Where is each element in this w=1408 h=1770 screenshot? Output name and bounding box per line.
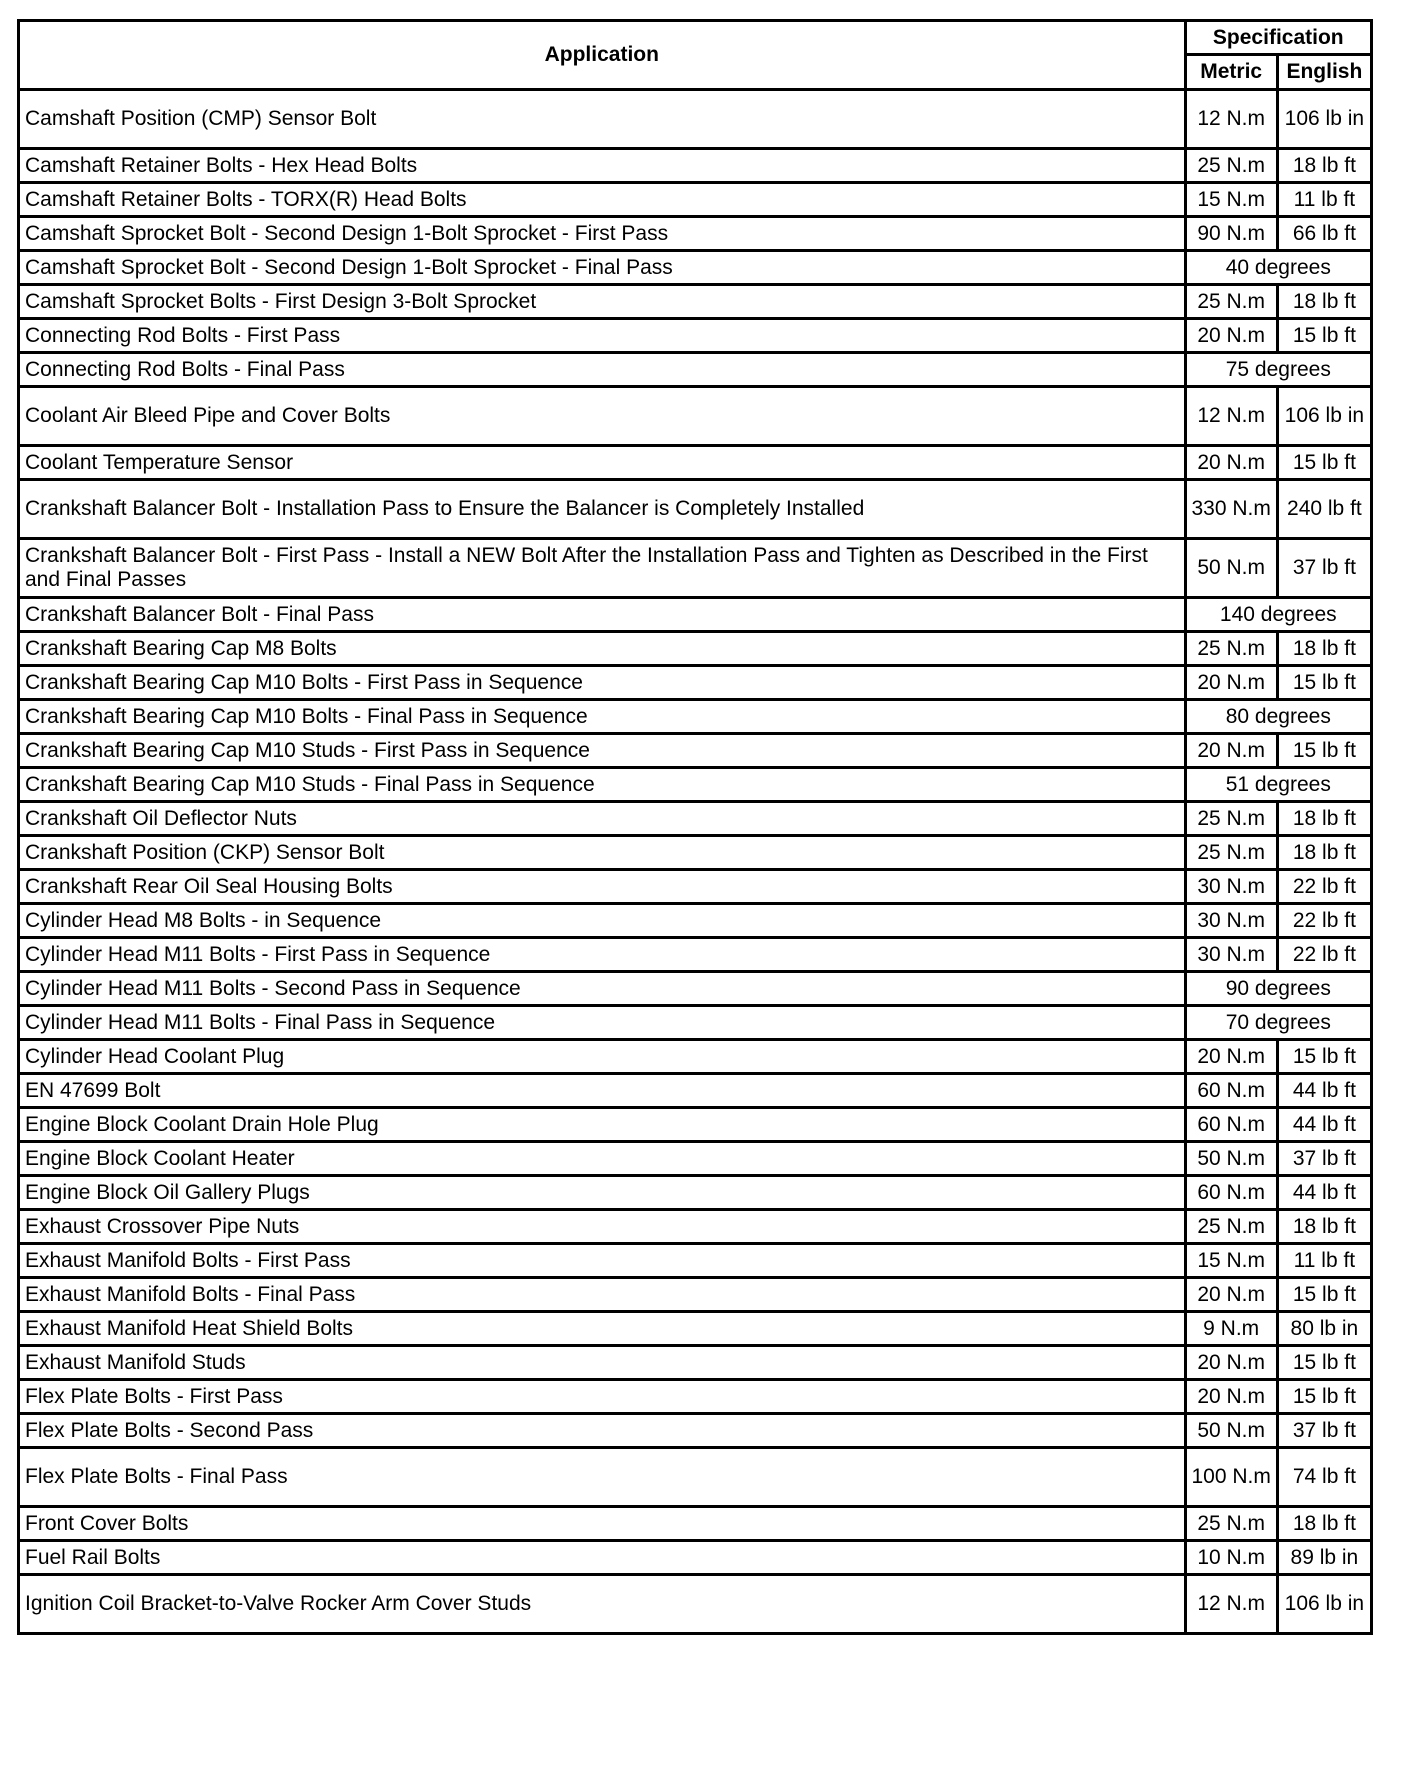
metric-cell: 25 N.m bbox=[1185, 1210, 1277, 1244]
application-cell: Camshaft Sprocket Bolts - First Design 3-Bolt Sprocket bbox=[19, 285, 1186, 319]
english-cell: 18 lb ft bbox=[1277, 802, 1371, 836]
application-cell: Crankshaft Rear Oil Seal Housing Bolts bbox=[19, 870, 1186, 904]
metric-cell: 9 N.m bbox=[1185, 1312, 1277, 1346]
application-cell: Flex Plate Bolts - Second Pass bbox=[19, 1414, 1186, 1448]
metric-cell: 10 N.m bbox=[1185, 1541, 1277, 1575]
table-row bbox=[19, 387, 1372, 446]
torque-spec-table bbox=[17, 19, 1373, 1635]
english-cell: 22 lb ft bbox=[1277, 904, 1371, 938]
metric-cell: 30 N.m bbox=[1185, 938, 1277, 972]
table-row bbox=[19, 1448, 1372, 1507]
english-cell: 18 lb ft bbox=[1277, 836, 1371, 870]
metric-cell: 20 N.m bbox=[1185, 734, 1277, 768]
table-row bbox=[19, 1074, 1372, 1108]
application-cell: Engine Block Coolant Heater bbox=[19, 1142, 1186, 1176]
metric-cell: 60 N.m bbox=[1185, 1074, 1277, 1108]
application-cell: Connecting Rod Bolts - Final Pass bbox=[19, 353, 1186, 387]
metric-cell: 25 N.m bbox=[1185, 285, 1277, 319]
table-row bbox=[19, 149, 1372, 183]
english-cell: 37 lb ft bbox=[1277, 1142, 1371, 1176]
application-cell: Engine Block Coolant Drain Hole Plug bbox=[19, 1108, 1186, 1142]
english-cell: 44 lb ft bbox=[1277, 1176, 1371, 1210]
table-row bbox=[19, 972, 1372, 1006]
english-cell: 37 lb ft bbox=[1277, 539, 1371, 598]
table-row bbox=[19, 1210, 1372, 1244]
angle-spec-cell: 51 degrees bbox=[1185, 768, 1371, 802]
metric-cell: 15 N.m bbox=[1185, 183, 1277, 217]
metric-cell: 50 N.m bbox=[1185, 1414, 1277, 1448]
english-cell: 89 lb in bbox=[1277, 1541, 1371, 1575]
application-cell: Front Cover Bolts bbox=[19, 1507, 1186, 1541]
table-row bbox=[19, 1507, 1372, 1541]
table-row bbox=[19, 598, 1372, 632]
application-cell: Cylinder Head M11 Bolts - Second Pass in Sequence bbox=[19, 972, 1186, 1006]
english-cell: 18 lb ft bbox=[1277, 149, 1371, 183]
table-row bbox=[19, 632, 1372, 666]
metric-cell: 25 N.m bbox=[1185, 149, 1277, 183]
application-cell: Coolant Temperature Sensor bbox=[19, 446, 1186, 480]
english-cell: 15 lb ft bbox=[1277, 666, 1371, 700]
metric-cell: 100 N.m bbox=[1185, 1448, 1277, 1507]
metric-cell: 12 N.m bbox=[1185, 1575, 1277, 1634]
table-row bbox=[19, 353, 1372, 387]
angle-spec-cell: 40 degrees bbox=[1185, 251, 1371, 285]
english-cell: 18 lb ft bbox=[1277, 1507, 1371, 1541]
application-cell: Crankshaft Bearing Cap M10 Studs - Final Pass in Sequence bbox=[19, 768, 1186, 802]
application-cell: Camshaft Sprocket Bolt - Second Design 1-Bolt Sprocket - First Pass bbox=[19, 217, 1186, 251]
application-cell: Crankshaft Bearing Cap M8 Bolts bbox=[19, 632, 1186, 666]
metric-cell: 25 N.m bbox=[1185, 1507, 1277, 1541]
application-cell: Connecting Rod Bolts - First Pass bbox=[19, 319, 1186, 353]
table-row bbox=[19, 836, 1372, 870]
english-cell: 106 lb in bbox=[1277, 1575, 1371, 1634]
table-row bbox=[19, 768, 1372, 802]
application-cell: Camshaft Position (CMP) Sensor Bolt bbox=[19, 90, 1186, 149]
table-row bbox=[19, 1380, 1372, 1414]
metric-cell: 330 N.m bbox=[1185, 480, 1277, 539]
table-row bbox=[19, 700, 1372, 734]
table-row bbox=[19, 183, 1372, 217]
angle-spec-cell: 75 degrees bbox=[1185, 353, 1371, 387]
table-row bbox=[19, 1312, 1372, 1346]
table-row bbox=[19, 734, 1372, 768]
english-cell: 18 lb ft bbox=[1277, 1210, 1371, 1244]
english-cell: 22 lb ft bbox=[1277, 938, 1371, 972]
table-row bbox=[19, 870, 1372, 904]
application-cell: Crankshaft Balancer Bolt - Final Pass bbox=[19, 598, 1186, 632]
table-row bbox=[19, 319, 1372, 353]
metric-cell: 12 N.m bbox=[1185, 90, 1277, 149]
application-cell: Fuel Rail Bolts bbox=[19, 1541, 1186, 1575]
application-cell: Camshaft Retainer Bolts - TORX(R) Head Bolts bbox=[19, 183, 1186, 217]
english-cell: 18 lb ft bbox=[1277, 632, 1371, 666]
english-cell: 11 lb ft bbox=[1277, 1244, 1371, 1278]
table-row bbox=[19, 802, 1372, 836]
application-cell: Flex Plate Bolts - First Pass bbox=[19, 1380, 1186, 1414]
application-cell: Camshaft Retainer Bolts - Hex Head Bolts bbox=[19, 149, 1186, 183]
angle-spec-cell: 90 degrees bbox=[1185, 972, 1371, 1006]
angle-spec-cell: 80 degrees bbox=[1185, 700, 1371, 734]
english-cell: 66 lb ft bbox=[1277, 217, 1371, 251]
angle-spec-cell: 70 degrees bbox=[1185, 1006, 1371, 1040]
application-cell: Crankshaft Bearing Cap M10 Bolts - First Pass in Sequence bbox=[19, 666, 1186, 700]
application-cell: Exhaust Manifold Bolts - First Pass bbox=[19, 1244, 1186, 1278]
header-metric: Metric bbox=[1185, 55, 1277, 90]
table-row bbox=[19, 666, 1372, 700]
application-cell: Cylinder Head M11 Bolts - Final Pass in Sequence bbox=[19, 1006, 1186, 1040]
application-cell: Cylinder Head M11 Bolts - First Pass in Sequence bbox=[19, 938, 1186, 972]
application-cell: EN 47699 Bolt bbox=[19, 1074, 1186, 1108]
table-row bbox=[19, 1108, 1372, 1142]
table-row bbox=[19, 90, 1372, 149]
table-row bbox=[19, 938, 1372, 972]
metric-cell: 20 N.m bbox=[1185, 1040, 1277, 1074]
metric-cell: 20 N.m bbox=[1185, 446, 1277, 480]
english-cell: 15 lb ft bbox=[1277, 1346, 1371, 1380]
application-cell: Exhaust Manifold Heat Shield Bolts bbox=[19, 1312, 1186, 1346]
metric-cell: 25 N.m bbox=[1185, 802, 1277, 836]
table-row bbox=[19, 251, 1372, 285]
application-cell: Ignition Coil Bracket-to-Valve Rocker Arm Cover Studs bbox=[19, 1575, 1186, 1634]
table-row bbox=[19, 480, 1372, 539]
table-row bbox=[19, 1346, 1372, 1380]
header-application: Application bbox=[19, 21, 1186, 90]
metric-cell: 25 N.m bbox=[1185, 836, 1277, 870]
metric-cell: 15 N.m bbox=[1185, 1244, 1277, 1278]
table-row bbox=[19, 539, 1372, 598]
english-cell: 15 lb ft bbox=[1277, 319, 1371, 353]
english-cell: 240 lb ft bbox=[1277, 480, 1371, 539]
application-cell: Exhaust Manifold Bolts - Final Pass bbox=[19, 1278, 1186, 1312]
application-cell: Flex Plate Bolts - Final Pass bbox=[19, 1448, 1186, 1507]
metric-cell: 50 N.m bbox=[1185, 1142, 1277, 1176]
metric-cell: 20 N.m bbox=[1185, 319, 1277, 353]
metric-cell: 30 N.m bbox=[1185, 870, 1277, 904]
table-row bbox=[19, 904, 1372, 938]
english-cell: 15 lb ft bbox=[1277, 1040, 1371, 1074]
english-cell: 106 lb in bbox=[1277, 90, 1371, 149]
metric-cell: 90 N.m bbox=[1185, 217, 1277, 251]
application-cell: Cylinder Head M8 Bolts - in Sequence bbox=[19, 904, 1186, 938]
english-cell: 22 lb ft bbox=[1277, 870, 1371, 904]
application-cell: Crankshaft Bearing Cap M10 Bolts - Final Pass in Sequence bbox=[19, 700, 1186, 734]
table-row bbox=[19, 1244, 1372, 1278]
metric-cell: 30 N.m bbox=[1185, 904, 1277, 938]
application-cell: Crankshaft Balancer Bolt - First Pass - Install a NEW Bolt After the Installation Pass and Tighten as Described in the First and Final Passes bbox=[19, 539, 1186, 598]
english-cell: 18 lb ft bbox=[1277, 285, 1371, 319]
table-row bbox=[19, 1278, 1372, 1312]
header-english: English bbox=[1277, 55, 1371, 90]
metric-cell: 50 N.m bbox=[1185, 539, 1277, 598]
table-row bbox=[19, 285, 1372, 319]
table-row bbox=[19, 1142, 1372, 1176]
english-cell: 44 lb ft bbox=[1277, 1074, 1371, 1108]
angle-spec-cell: 140 degrees bbox=[1185, 598, 1371, 632]
table-body bbox=[19, 90, 1372, 1634]
english-cell: 106 lb in bbox=[1277, 387, 1371, 446]
table-row bbox=[19, 1176, 1372, 1210]
header-specification: Specification bbox=[1185, 21, 1371, 55]
application-cell: Crankshaft Oil Deflector Nuts bbox=[19, 802, 1186, 836]
table-row bbox=[19, 446, 1372, 480]
english-cell: 15 lb ft bbox=[1277, 734, 1371, 768]
table-row bbox=[19, 1040, 1372, 1074]
table-row bbox=[19, 1575, 1372, 1634]
application-cell: Crankshaft Balancer Bolt - Installation Pass to Ensure the Balancer is Completely Installed bbox=[19, 480, 1186, 539]
english-cell: 15 lb ft bbox=[1277, 1278, 1371, 1312]
application-cell: Engine Block Oil Gallery Plugs bbox=[19, 1176, 1186, 1210]
english-cell: 15 lb ft bbox=[1277, 446, 1371, 480]
english-cell: 11 lb ft bbox=[1277, 183, 1371, 217]
application-cell: Crankshaft Position (CKP) Sensor Bolt bbox=[19, 836, 1186, 870]
english-cell: 15 lb ft bbox=[1277, 1380, 1371, 1414]
application-cell: Exhaust Manifold Studs bbox=[19, 1346, 1186, 1380]
application-cell: Exhaust Crossover Pipe Nuts bbox=[19, 1210, 1186, 1244]
metric-cell: 20 N.m bbox=[1185, 666, 1277, 700]
english-cell: 80 lb in bbox=[1277, 1312, 1371, 1346]
table-row bbox=[19, 217, 1372, 251]
application-cell: Crankshaft Bearing Cap M10 Studs - First Pass in Sequence bbox=[19, 734, 1186, 768]
english-cell: 37 lb ft bbox=[1277, 1414, 1371, 1448]
metric-cell: 20 N.m bbox=[1185, 1380, 1277, 1414]
english-cell: 74 lb ft bbox=[1277, 1448, 1371, 1507]
metric-cell: 60 N.m bbox=[1185, 1108, 1277, 1142]
metric-cell: 60 N.m bbox=[1185, 1176, 1277, 1210]
table-row bbox=[19, 1414, 1372, 1448]
application-cell: Coolant Air Bleed Pipe and Cover Bolts bbox=[19, 387, 1186, 446]
table-row bbox=[19, 1006, 1372, 1040]
application-cell: Camshaft Sprocket Bolt - Second Design 1-Bolt Sprocket - Final Pass bbox=[19, 251, 1186, 285]
metric-cell: 12 N.m bbox=[1185, 387, 1277, 446]
english-cell: 44 lb ft bbox=[1277, 1108, 1371, 1142]
metric-cell: 20 N.m bbox=[1185, 1346, 1277, 1380]
table-row bbox=[19, 1541, 1372, 1575]
metric-cell: 25 N.m bbox=[1185, 632, 1277, 666]
application-cell: Cylinder Head Coolant Plug bbox=[19, 1040, 1186, 1074]
metric-cell: 20 N.m bbox=[1185, 1278, 1277, 1312]
